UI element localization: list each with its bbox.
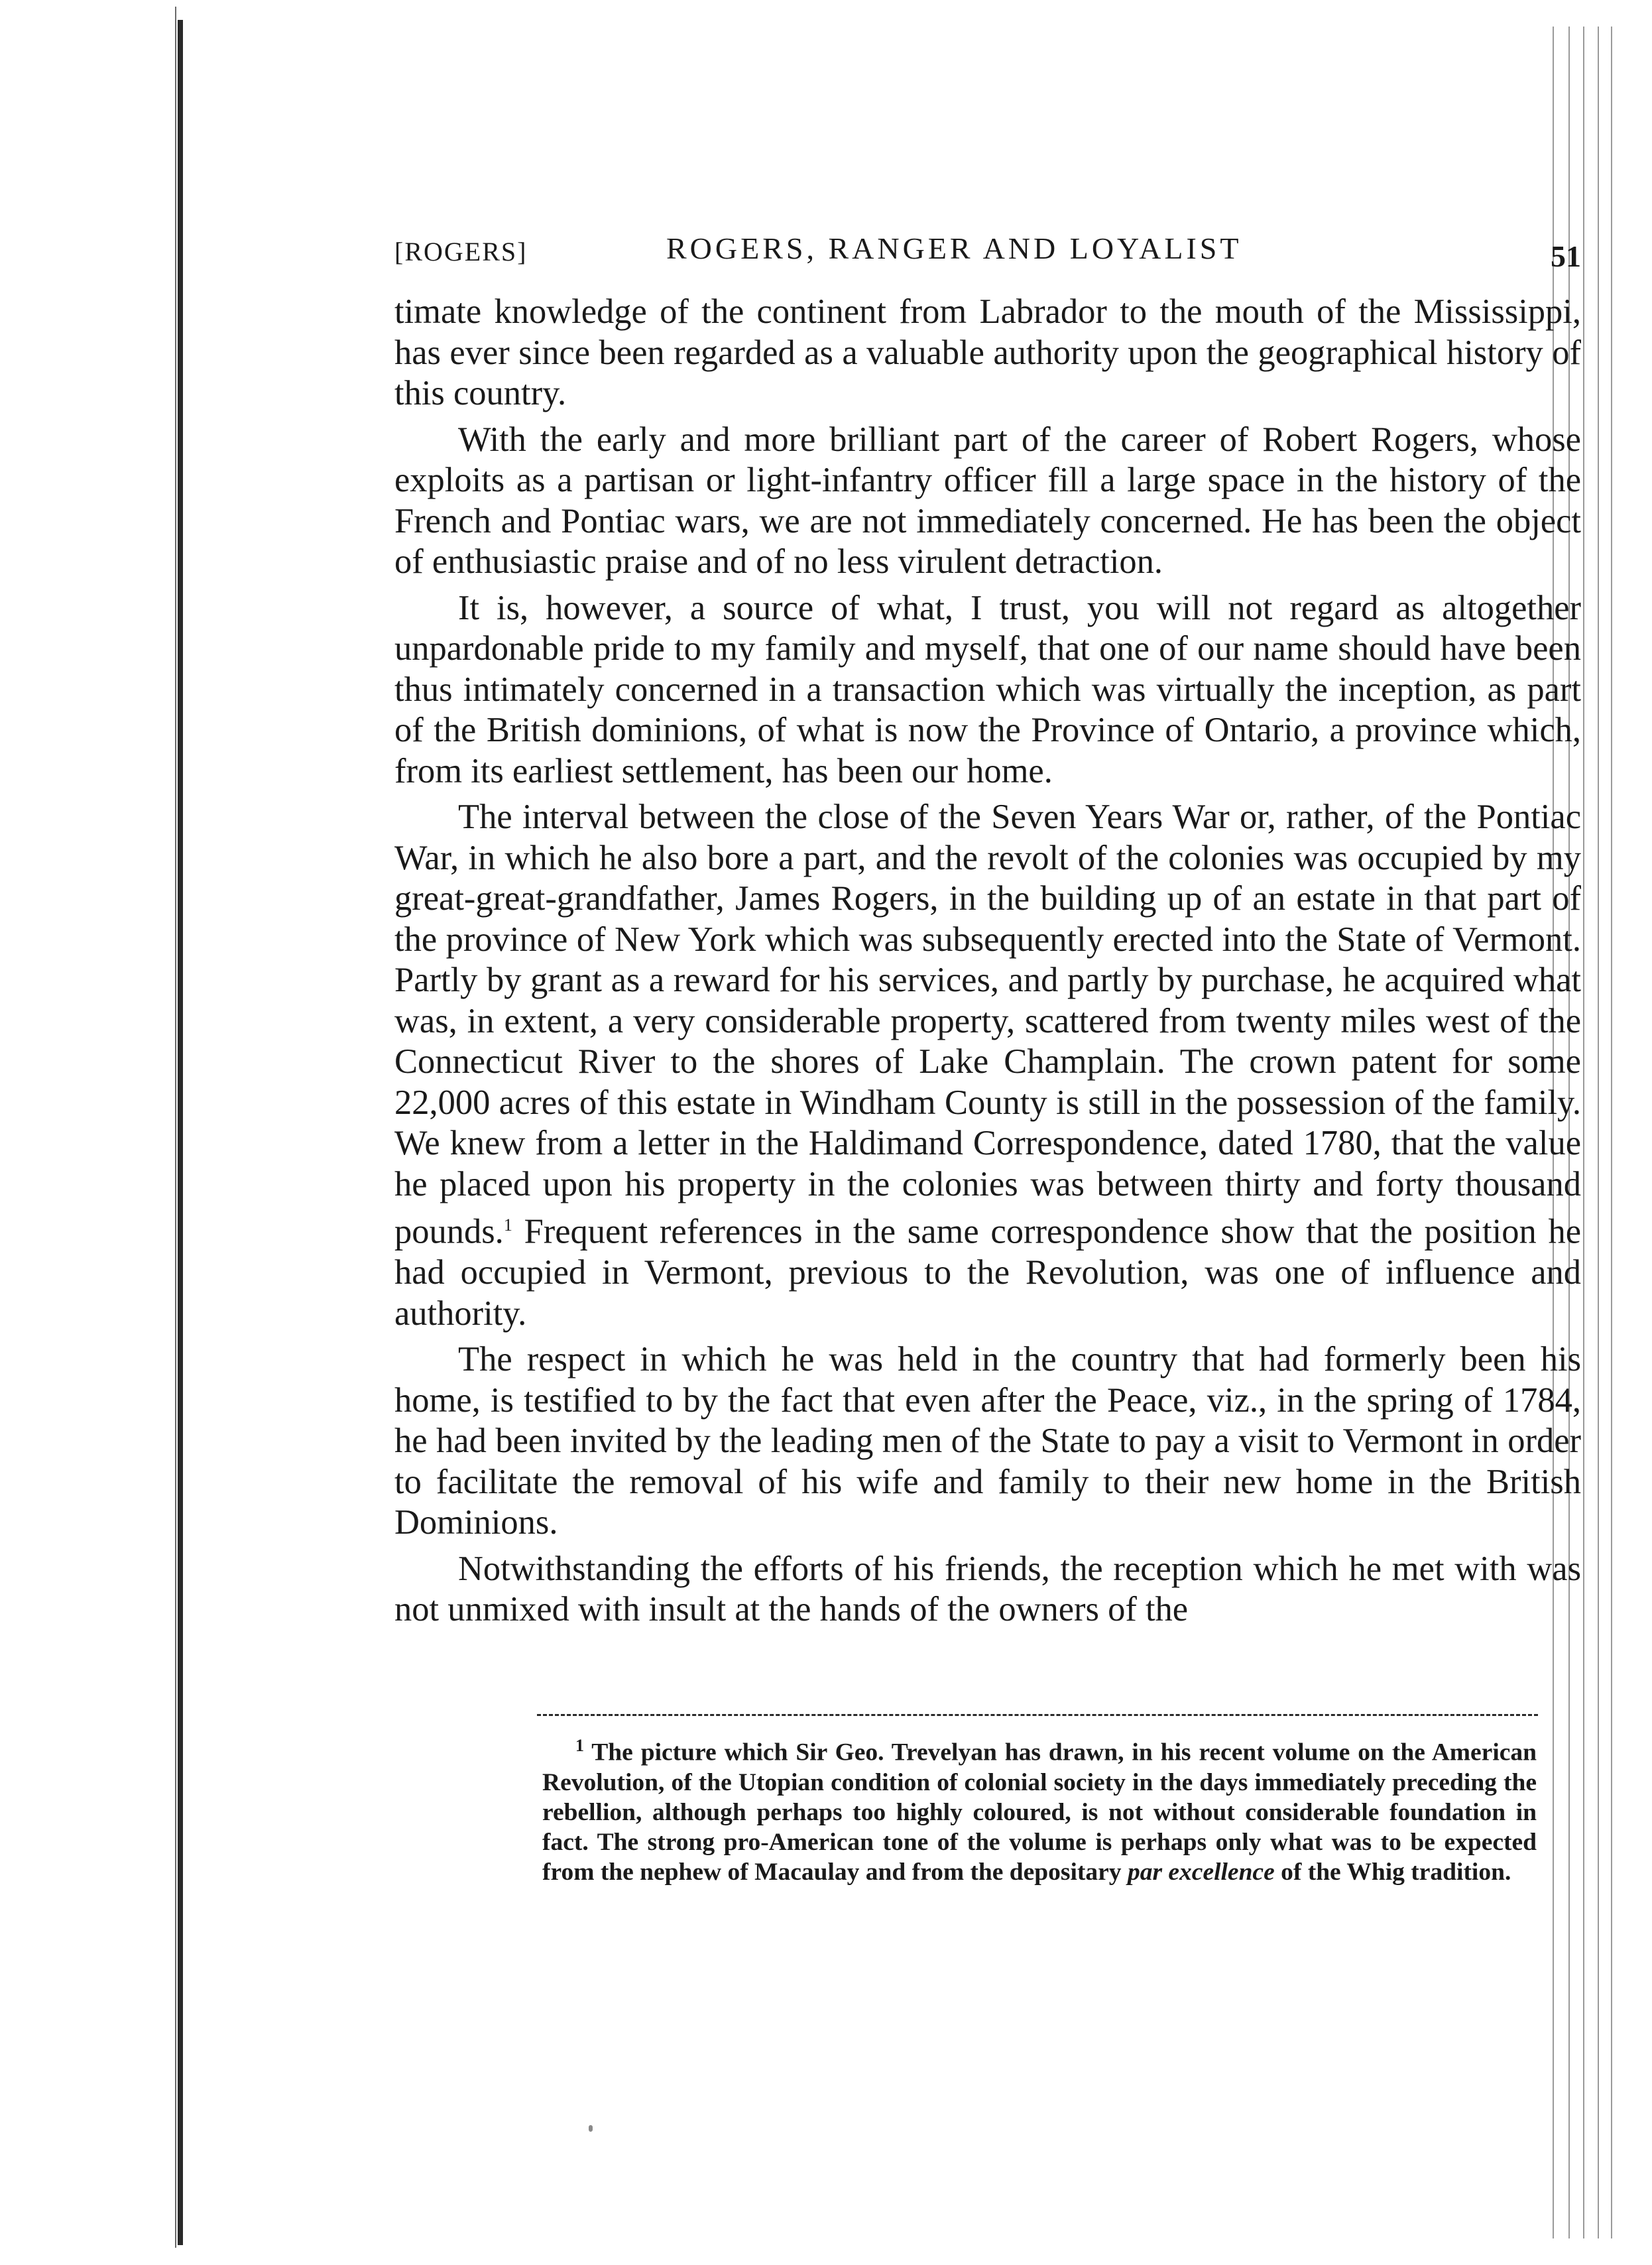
footnote-text	[542, 1731, 1537, 1887]
footnote-text-part: of the Whig tradition.	[1281, 1858, 1511, 1886]
footnote-text-part: The picture which Sir Geo. Trevelyan has drawn, in his recent volume on the American Revolution, of the Utopian condition of colonial society in the days immediately preceding the rebellion, although perhaps too highly coloured, is not without considerable foundation in fact. The strong pro-American tone of the volume is perhaps only what was to be expected from the nephew of Macaulay and from the depositary	[542, 1739, 1537, 1886]
footnote	[542, 1731, 1537, 1887]
footnote-divider	[537, 1714, 1538, 1716]
binding-edge	[178, 20, 183, 2245]
scan-speck	[589, 2125, 593, 2132]
paragraph: timate knowledge of the continent from Labrador to the mouth of the Mississippi, has ever since been regarded as a valuable authority upon the geographical history of this country.	[394, 292, 1581, 412]
page-number: 51	[1551, 239, 1581, 273]
paragraph-text: The interval between the close of the Seven Years War or, rather, of the Pontiac War, in which he also bore a part, and the revolt of the colonies was occupied by my great-great-grandfather, James Rogers, in the building up of an estate in that part of the province of New York which was subsequently erected into the State of Vermont. Partly by grant as a reward for his services, and partly by purchase, he acquired what was, in extent, a very considerable property, scattered from twenty miles west of the Connecticut River to the shores of Lake Champlain. The crown patent for some 22,000 acres of this estate in Windham County is still in the possession of the family. We knew from a letter in the Haldimand Correspondence, dated 1780, that the value he placed upon his property in the colonies was between thirty and forty thousand pounds.	[394, 798, 1581, 1251]
footnote-italic: par excellence	[1127, 1858, 1275, 1886]
body-text	[394, 292, 1581, 1636]
page-edge	[1611, 27, 1612, 2238]
running-header	[394, 231, 1581, 290]
paragraph: The respect in which he was held in the country that had formerly been his home, is testified to by the fact that even after the Peace, viz., in the spring of 1784, he had been invited by the leading men of the State to pay a visit to Vermont in order to facilitate the removal of his wife and family to their new home in the British Dominions.	[394, 1340, 1581, 1542]
book-page	[192, 0, 1604, 2265]
paragraph: Notwithstanding the efforts of his friends, the reception which he met with was not unmixed with insult at the hands of the owners of the	[394, 1549, 1581, 1628]
header-title: ROGERS, RANGER AND LOYALIST	[666, 231, 1242, 265]
paragraph	[394, 797, 1581, 1334]
paragraph: It is, however, a source of what, I trust, you will not regard as altogether unpardonable pride to my family and myself, that one of our name should have been thus intimately concerned in a transaction which was virtually the inception, as part of the British dominions, of what is now the Province of Ontario, a province which, from its earliest settlement, has been our home.	[394, 588, 1581, 790]
paragraph: With the early and more brilliant part of the career of Robert Rogers, whose exploits as a partisan or light-infantry officer fill a large space in the history of the French and Pontiac wars, we are not immediately concerned. He has been the object of enthusiastic praise and of no less virulent detraction.	[394, 420, 1581, 581]
paragraph-text: Frequent references in the same correspondence show that the position he had occupied in Vermont, previous to the Revolution, was one of influence and authority.	[394, 1212, 1581, 1333]
binding-shadow	[175, 7, 176, 2248]
header-section-tag: [ROGERS]	[394, 237, 528, 267]
footnote-mark: 1	[575, 1736, 584, 1755]
scan-margin	[0, 0, 186, 2265]
footnote-reference: 1	[503, 1215, 512, 1235]
